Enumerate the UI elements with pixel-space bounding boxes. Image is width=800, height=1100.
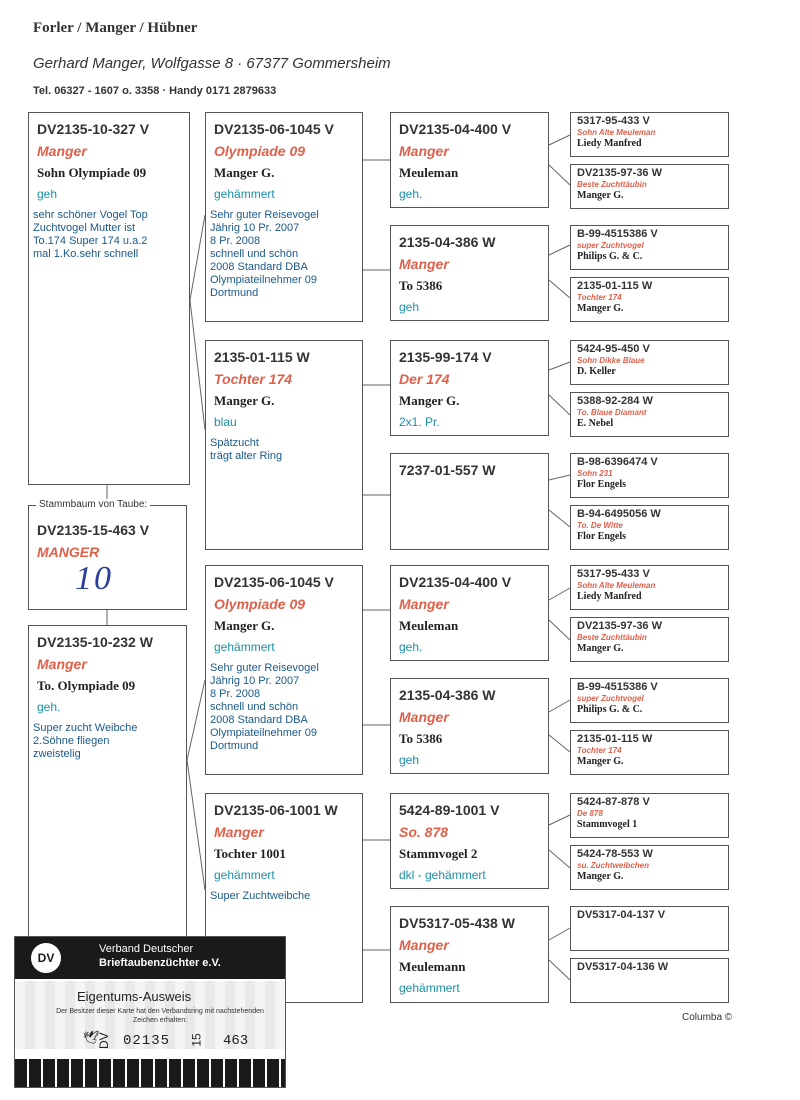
ggp-color: geh.	[399, 187, 423, 201]
ggp-ring: 5424-89-1001 V	[399, 802, 500, 818]
gp-note: Sehr guter Reisevogel Jährig 10 Pr. 2007 8 Pr. 2008 schnell und schön 2008 Standard DBA Olympiateilnehmer 09 Dortmund	[210, 662, 319, 752]
gggp-owner: Stammvogel 1	[577, 819, 638, 830]
gp-owner: Manger G.	[214, 393, 275, 408]
mother-note: Super zucht Weibche 2.Söhne fliegen zweistelig	[33, 722, 138, 760]
breeder-phone: Tel. 06327 - 1607 o. 3358 · Handy 0171 2879633	[33, 85, 277, 97]
card-dv: DV	[97, 1032, 111, 1049]
great-grandparent-card	[390, 565, 549, 661]
breeder-address: Gerhard Manger, Wolfgasse 8 · 67377 Gommersheim	[33, 55, 391, 72]
ggp-ring: 7237-01-557 W	[399, 462, 496, 478]
subject-name: MANGER	[37, 544, 100, 560]
gggp-ring: B-94-6495056 W	[577, 508, 661, 520]
ggp-owner: Meuleman	[399, 165, 459, 180]
gp-owner: Manger G.	[214, 165, 275, 180]
gggp-name: Sohn 231	[577, 469, 613, 478]
gggp-card	[570, 164, 729, 209]
gggp-name: super Zuchtvogel	[577, 694, 644, 703]
gggp-owner: D. Keller	[577, 366, 616, 377]
pedigree-legend: Stammbaum von Taube:	[36, 499, 150, 510]
gggp-ring: DV5317-04-136 W	[577, 961, 669, 973]
card-year: 15	[189, 1033, 204, 1047]
father-color: geh	[37, 187, 58, 201]
gp-note: Super Zuchtweibche	[210, 890, 311, 902]
gggp-card	[570, 225, 729, 270]
ggp-owner: Stammvogel 2	[399, 846, 478, 861]
gggp-owner: Philips G. & C.	[577, 251, 643, 262]
gggp-ring: B-99-4515386 V	[577, 228, 658, 240]
ggp-color: dkl - gehämmert	[399, 868, 486, 882]
ggp-name: Manger	[399, 596, 449, 612]
gggp-name: Sohn Dikke Blaue	[577, 356, 645, 365]
gp-name: Tochter 174	[214, 371, 293, 387]
ggp-owner: Meulemann	[399, 959, 466, 974]
gp-ring: DV2135-06-1045 V	[214, 121, 334, 137]
gp-name: Manger	[214, 824, 264, 840]
gggp-ring: 5317-95-433 V	[577, 568, 650, 580]
ggp-color: 2x1. Pr.	[399, 415, 440, 429]
father-note: sehr schöner Vogel Top Zuchtvogel Mutter ist To.174 Super 174 u.a.2 mal 1.Ko.sehr schnell	[33, 209, 148, 260]
ggp-name: Manger	[399, 937, 449, 953]
gggp-name: De 878	[577, 809, 603, 818]
ggp-color: geh.	[399, 640, 423, 654]
ggp-name: So. 878	[399, 824, 449, 840]
great-grandparent-card	[390, 340, 549, 436]
ggp-ring: 2135-04-386 W	[399, 234, 496, 250]
great-grandparent-card	[390, 453, 549, 550]
gggp-ring: 5388-92-284 W	[577, 395, 653, 407]
gggp-card	[570, 505, 729, 550]
gggp-name: super Zuchtvogel	[577, 241, 644, 250]
great-grandparent-card	[390, 906, 549, 1003]
ggp-owner: Meuleman	[399, 618, 459, 633]
gggp-ring: 5317-95-433 V	[577, 115, 650, 127]
gggp-card	[570, 845, 729, 890]
card-ring-number: 463	[223, 1033, 249, 1049]
gggp-card	[570, 392, 729, 437]
ggp-owner: Manger G.	[399, 393, 460, 408]
gp-owner: Tochter 1001	[214, 846, 286, 861]
ggp-owner: To 5386	[399, 731, 443, 746]
gggp-name: su. Zuchtweibchen	[577, 861, 650, 870]
gggp-owner: Flor Engels	[577, 479, 626, 490]
gggp-card	[570, 277, 729, 322]
ggp-ring: DV2135-04-400 V	[399, 574, 512, 590]
breeder-names: Forler / Manger / Hübner	[33, 20, 198, 36]
ggp-owner: To 5386	[399, 278, 443, 293]
gggp-ring: 5424-95-450 V	[577, 343, 650, 355]
father-name: Manger	[37, 143, 87, 159]
father-ring: DV2135-10-327 V	[37, 121, 150, 137]
mother-ring: DV2135-10-232 W	[37, 634, 153, 650]
gggp-ring: 2135-01-115 W	[577, 733, 653, 745]
gggp-card	[570, 565, 729, 610]
ggp-name: Manger	[399, 143, 449, 159]
gp-note: Sehr guter Reisevogel Jährig 10 Pr. 2007 8 Pr. 2008 schnell und schön 2008 Standard DBA Olympiateilnehmer 09 Dortmund	[210, 209, 319, 299]
gggp-owner: Manger G.	[577, 190, 624, 201]
columba-credit: Columba ©	[682, 1012, 733, 1023]
gp-note: Spätzucht trägt alter Ring	[210, 437, 283, 462]
handwritten-number: 10	[75, 560, 113, 597]
gggp-owner: Liedy Manfred	[577, 591, 642, 602]
pigeon-icon: 🕊	[83, 1031, 100, 1046]
gp-color: gehämmert	[214, 187, 275, 201]
father-title: Sohn Olympiade 09	[37, 165, 147, 180]
gggp-card	[570, 793, 729, 838]
gggp-owner: Manger G.	[577, 871, 624, 882]
gp-name: Olympiade 09	[214, 596, 306, 612]
gggp-ring: B-98-6396474 V	[577, 456, 658, 468]
gggp-name: Beste Zuchttäubin	[577, 180, 647, 189]
gggp-ring: 5424-87-878 V	[577, 796, 650, 808]
gggp-ring: DV5317-04-137 V	[577, 909, 666, 921]
subject-ring: DV2135-15-463 V	[37, 522, 150, 538]
gp-owner: Manger G.	[214, 618, 275, 633]
gggp-owner: Liedy Manfred	[577, 138, 642, 149]
mother-name: Manger	[37, 656, 87, 672]
gggp-name: To. De Witte	[577, 521, 623, 530]
gp-name: Olympiade 09	[214, 143, 306, 159]
ggp-color: gehämmert	[399, 981, 460, 995]
ggp-name: Manger	[399, 709, 449, 725]
ggp-ring: 2135-04-386 W	[399, 687, 496, 703]
gggp-owner: Manger G.	[577, 303, 624, 314]
great-grandparent-card	[390, 112, 549, 208]
card-pattern-strip	[15, 1059, 285, 1087]
gggp-owner: E. Nebel	[577, 418, 614, 429]
gggp-card	[570, 453, 729, 498]
gggp-name: Sohn Alte Meuleman	[577, 128, 656, 137]
ggp-name: Manger	[399, 256, 449, 272]
ggp-ring: 2135-99-174 V	[399, 349, 492, 365]
gggp-ring: 5424-78-553 W	[577, 848, 653, 860]
gggp-owner: Philips G. & C.	[577, 704, 643, 715]
gggp-name: Beste Zuchttäubin	[577, 633, 647, 642]
gggp-card	[570, 730, 729, 775]
ggp-ring: DV2135-04-400 V	[399, 121, 512, 137]
card-club-number: 02135	[123, 1033, 171, 1049]
gp-color: gehämmert	[214, 868, 275, 882]
grandparent-card	[205, 340, 363, 550]
gggp-card	[570, 340, 729, 385]
great-grandparent-card	[390, 678, 549, 774]
grandparent-card	[205, 565, 363, 775]
gp-ring: DV2135-06-1001 W	[214, 802, 338, 818]
gggp-ring: 2135-01-115 W	[577, 280, 653, 292]
gp-ring: 2135-01-115 W	[214, 349, 310, 365]
gggp-ring: B-99-4515386 V	[577, 681, 658, 693]
gggp-name: Tochter 174	[577, 293, 622, 302]
ownership-card	[14, 936, 286, 1088]
card-org-line1: Verband Deutscher	[99, 943, 194, 955]
grandparent-card	[205, 112, 363, 322]
ggp-color: geh	[399, 753, 420, 767]
gggp-ring: DV2135-97-36 W	[577, 167, 662, 179]
ggp-color: geh	[399, 300, 420, 314]
mother-color: geh.	[37, 700, 61, 714]
great-grandparent-card	[390, 225, 549, 321]
ggp-name: Der 174	[399, 371, 450, 387]
gp-color: blau	[214, 415, 237, 429]
gggp-name: Tochter 174	[577, 746, 622, 755]
gggp-owner: Manger G.	[577, 643, 624, 654]
ggp-ring: DV5317-05-438 W	[399, 915, 515, 931]
great-grandparent-card	[390, 793, 549, 889]
card-title: Eigentums-Ausweis	[77, 989, 192, 1004]
gp-color: gehämmert	[214, 640, 275, 654]
gggp-ring: DV2135-97-36 W	[577, 620, 662, 632]
card-org-line2: Brieftaubenzüchter e.V.	[99, 957, 221, 969]
mother-title: To. Olympiade 09	[37, 678, 136, 693]
gggp-card	[570, 958, 729, 1003]
gggp-name: Sohn Alte Meuleman	[577, 581, 656, 590]
gggp-owner: Flor Engels	[577, 531, 626, 542]
father-card	[28, 112, 190, 485]
card-subtitle: Der Besitzer dieser Karte hat den Verbandsring mit nachstehenden Zeichen erhalten:	[56, 1008, 264, 1024]
gggp-name: To. Blaue Diamant	[577, 408, 647, 417]
gp-ring: DV2135-06-1045 V	[214, 574, 334, 590]
gggp-card	[570, 678, 729, 723]
gggp-owner: Manger G.	[577, 756, 624, 767]
gggp-card	[570, 617, 729, 662]
dv-logo-icon: DV	[29, 941, 63, 975]
gggp-card	[570, 112, 729, 157]
gggp-card	[570, 906, 729, 951]
